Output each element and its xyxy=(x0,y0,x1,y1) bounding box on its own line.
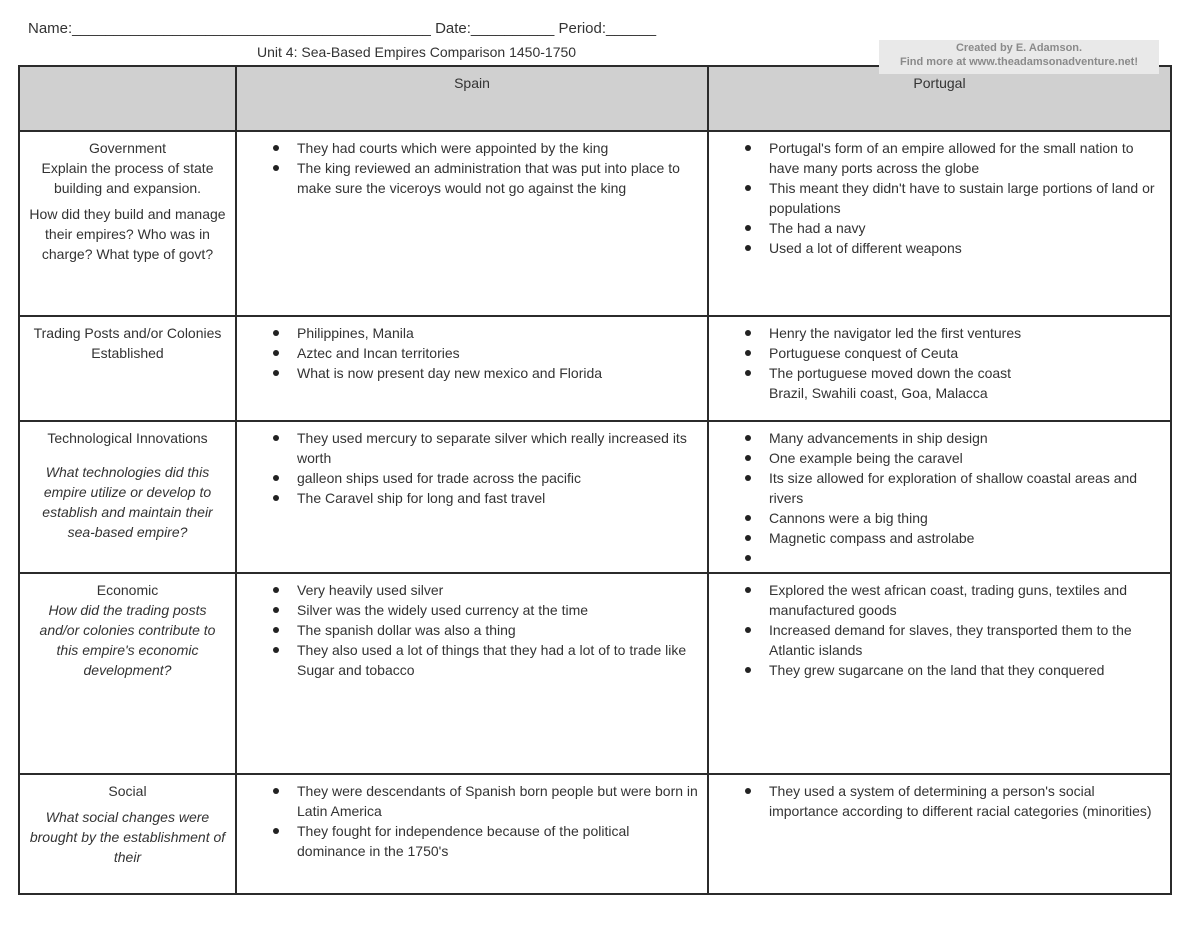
list-item-text: They also used a lot of things that they had a lot of to trade like Sugar and tobacco xyxy=(297,642,687,678)
list-item-text: This meant they didn't have to sustain large portions of land or populations xyxy=(769,180,1155,216)
list-item xyxy=(769,548,1162,568)
list-item-text: They fought for independence because of the political dominance in the 1750's xyxy=(297,823,630,859)
topic-prompt: How did the trading posts and/or colonies contribute to this empire's economic development? xyxy=(39,602,216,678)
bullet-icon xyxy=(745,475,751,481)
bullet-icon xyxy=(745,370,751,376)
row-social xyxy=(19,774,1171,894)
topic-prompt: Explain the process of state building and expansion. xyxy=(41,160,214,196)
list-item-text: Magnetic compass and astrolabe xyxy=(769,530,975,546)
list-item-text: Used a lot of different weapons xyxy=(769,240,962,256)
list-item xyxy=(769,660,1162,680)
cell-spain-economic xyxy=(236,573,708,774)
bullet-icon xyxy=(273,788,279,794)
bullet-icon xyxy=(745,555,751,561)
list-item xyxy=(769,238,1162,258)
list-item xyxy=(297,363,699,383)
cell-spain-technology xyxy=(236,421,708,573)
list-item-text: Portugal's form of an empire allowed for the small nation to have many ports across the globe xyxy=(769,140,1134,176)
list-item xyxy=(769,178,1162,218)
header-spain: Spain xyxy=(236,66,708,131)
header-portugal: Portugal xyxy=(708,66,1171,131)
cell-spain-government xyxy=(236,131,708,316)
bullet-icon xyxy=(745,225,751,231)
list-item xyxy=(297,428,699,468)
topic-economic xyxy=(19,573,236,774)
bullet-icon xyxy=(273,627,279,633)
bullet-icon xyxy=(745,587,751,593)
list-item xyxy=(297,158,699,198)
list-item xyxy=(769,428,1162,448)
student-info-line: Name:___________________________________________ Date:__________ Period:______ xyxy=(28,20,657,37)
bullet-icon xyxy=(745,515,751,521)
list-item-text: The portuguese moved down the coast xyxy=(769,365,1012,381)
topic-government xyxy=(19,131,236,316)
credit-author: Created by E. Adamson. xyxy=(955,42,1083,54)
bullet-icon xyxy=(745,245,751,251)
worksheet-title: Unit 4: Sea-Based Empires Comparison 1450-1750 xyxy=(257,44,577,60)
list-item xyxy=(297,138,699,158)
list-item xyxy=(297,620,699,640)
row-trading-posts xyxy=(19,316,1171,421)
list-item xyxy=(769,781,1162,821)
bullet-icon xyxy=(273,370,279,376)
list-item-text: galleon ships used for trade across the pacific xyxy=(297,470,582,486)
topic-title: Economic xyxy=(96,582,159,598)
creator-credit xyxy=(879,40,1159,74)
list-item-text: Increased demand for slaves, they transported them to the Atlantic islands xyxy=(769,622,1132,658)
cell-spain-trading-posts xyxy=(236,316,708,421)
list-item-text: Many advancements in ship design xyxy=(769,430,988,446)
list-item xyxy=(769,363,1162,383)
bullet-icon xyxy=(273,607,279,613)
list-item-text: Very heavily used silver xyxy=(297,582,444,598)
list-item xyxy=(297,323,699,343)
topic-title: Technological Innovations xyxy=(47,430,208,446)
cell-portugal-trading-posts xyxy=(708,316,1171,421)
list-item xyxy=(297,640,699,680)
list-item-text: Silver was the widely used currency at the time xyxy=(297,602,589,618)
list-item xyxy=(769,620,1162,660)
list-item-text: Portuguese conquest of Ceuta xyxy=(769,345,959,361)
row-technology xyxy=(19,421,1171,573)
bullet-icon xyxy=(273,828,279,834)
topic-title: Social xyxy=(108,783,147,799)
comparison-table xyxy=(18,65,1172,895)
bullet-icon xyxy=(273,647,279,653)
list-item-text: Its size allowed for exploration of shallow coastal areas and rivers xyxy=(769,470,1138,506)
list-item-text: They grew sugarcane on the land that they conquered xyxy=(769,662,1105,678)
cell-portugal-government xyxy=(708,131,1171,316)
bullet-icon xyxy=(745,788,751,794)
bullet-icon xyxy=(273,495,279,501)
topic-prompt: What social changes were brought by the establishment of their xyxy=(29,809,226,865)
list-item-text: The had a navy xyxy=(769,220,866,236)
bullet-icon xyxy=(273,165,279,171)
bullet-icon xyxy=(745,185,751,191)
list-item xyxy=(297,468,699,488)
bullet-icon xyxy=(273,330,279,336)
list-item-text: Explored the west african coast, trading guns, textiles and manufactured goods xyxy=(769,582,1127,618)
list-item xyxy=(769,508,1162,528)
cell-spain-social xyxy=(236,774,708,894)
list-item-text: One example being the caravel xyxy=(769,450,963,466)
list-item xyxy=(769,138,1162,178)
bullet-icon xyxy=(745,455,751,461)
cell-portugal-economic xyxy=(708,573,1171,774)
list-item xyxy=(769,580,1162,620)
topic-title: Trading Posts and/or Colonies Established xyxy=(33,325,222,361)
list-item xyxy=(769,528,1162,548)
bullet-icon xyxy=(745,435,751,441)
list-item-text: The Caravel ship for long and fast travel xyxy=(297,490,546,506)
topic-prompt: How did they build and manage their empires? Who was in charge? What type of govt? xyxy=(29,206,226,262)
bullet-icon xyxy=(273,475,279,481)
list-item-text: Aztec and Incan territories xyxy=(297,345,460,361)
header-topic-cell xyxy=(19,66,236,131)
bullet-icon xyxy=(273,435,279,441)
bullet-icon xyxy=(745,330,751,336)
bullet-icon xyxy=(273,587,279,593)
credit-website: Find more at www.theadamsonadventure.net! xyxy=(900,56,1138,68)
topic-prompt: What technologies did this empire utilize or develop to establish and maintain their sea-based empire? xyxy=(42,464,213,540)
list-item xyxy=(297,488,699,508)
list-item-text: They used mercury to separate silver which really increased its worth xyxy=(297,430,687,466)
list-item-text: The king reviewed an administration that was put into place to make sure the viceroys would not go against the king xyxy=(297,160,680,196)
list-item xyxy=(769,448,1162,468)
bullet-icon xyxy=(745,627,751,633)
list-item-text: They were descendants of Spanish born people but were born in Latin America xyxy=(297,783,698,819)
list-item xyxy=(769,218,1162,238)
bullet-icon xyxy=(745,350,751,356)
list-item xyxy=(769,468,1162,508)
topic-title: Government xyxy=(88,140,167,156)
list-item xyxy=(297,781,699,821)
list-item xyxy=(297,580,699,600)
list-item-text: They had courts which were appointed by the king xyxy=(297,140,609,156)
list-item xyxy=(297,343,699,363)
bullet-icon xyxy=(273,350,279,356)
bullet-icon xyxy=(745,667,751,673)
bullet-icon xyxy=(745,535,751,541)
continuation-text: Brazil, Swahili coast, Goa, Malacca xyxy=(769,385,988,401)
bullet-icon xyxy=(745,145,751,151)
cell-portugal-technology xyxy=(708,421,1171,573)
list-item xyxy=(297,600,699,620)
row-economic xyxy=(19,573,1171,774)
list-item-text: Philippines, Manila xyxy=(297,325,414,341)
bullet-icon xyxy=(273,145,279,151)
list-item xyxy=(769,343,1162,363)
header-row xyxy=(19,66,1171,131)
list-item-text: They used a system of determining a person's social importance according to different racial categories (minorities) xyxy=(769,783,1152,819)
cell-portugal-social xyxy=(708,774,1171,894)
topic-trading-posts xyxy=(19,316,236,421)
list-item-text: Cannons were a big thing xyxy=(769,510,928,526)
list-item-text: What is now present day new mexico and Florida xyxy=(297,365,603,381)
list-item-text: The spanish dollar was also a thing xyxy=(297,622,516,638)
topic-technology xyxy=(19,421,236,573)
list-item-text xyxy=(769,548,1162,568)
list-item xyxy=(297,821,699,861)
list-item xyxy=(769,323,1162,343)
row-government xyxy=(19,131,1171,316)
topic-social xyxy=(19,774,236,894)
list-item-text: Henry the navigator led the first ventures xyxy=(769,325,1022,341)
